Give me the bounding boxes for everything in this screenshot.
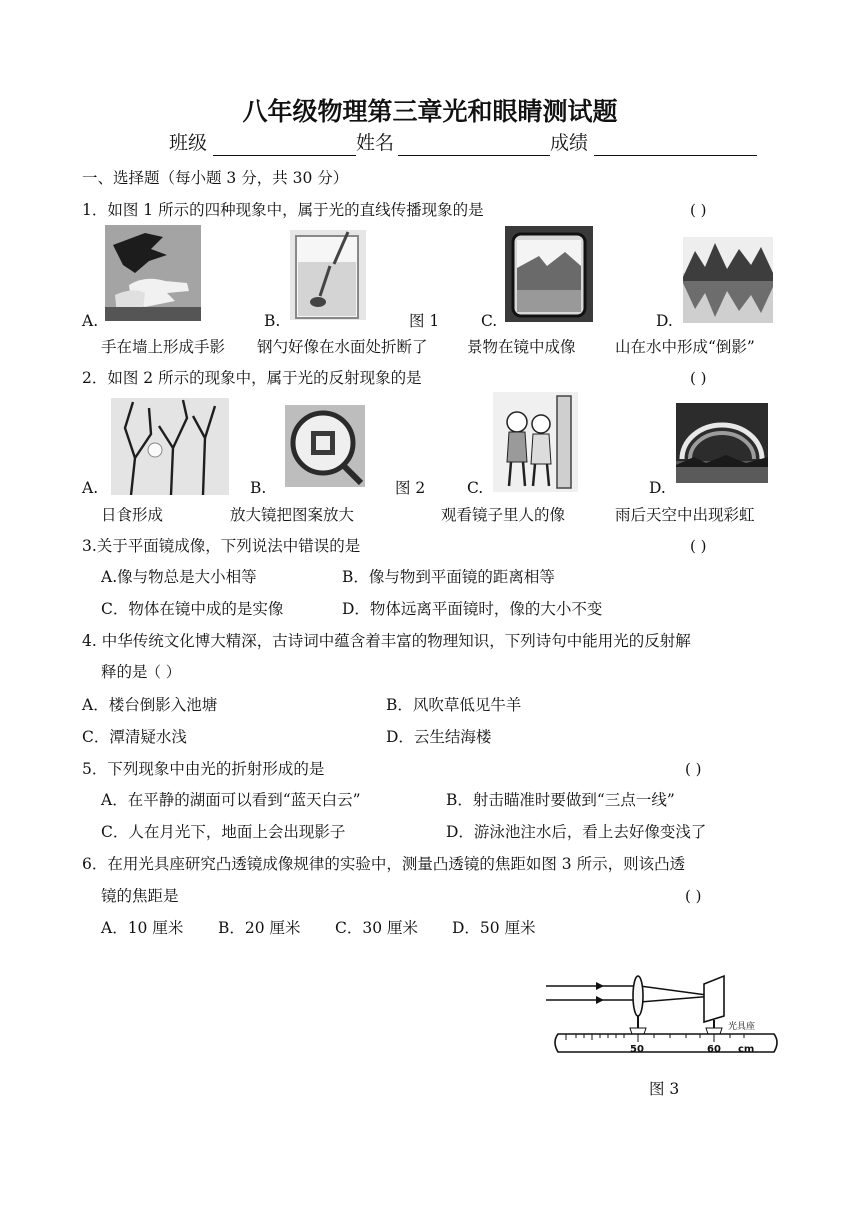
figure-3-label: 图 3 (649, 1080, 680, 1098)
q4-stem-line2: 释的是 (101, 663, 148, 681)
q2-option-a-letter: A. (82, 479, 99, 497)
class-label: 班级 (169, 132, 208, 154)
eclipse-branches-photo-icon (111, 398, 229, 495)
figure-2-label: 图 2 (395, 479, 426, 497)
unit-label: cm (738, 1044, 755, 1055)
q2-caption-b: 放大镜把图案放大 (230, 506, 355, 524)
q6-stem-line2: 镜的焦距是 (101, 887, 179, 905)
q6-option-a[interactable]: A．10 厘米 (101, 919, 184, 937)
magnifier-photo-icon (285, 405, 365, 487)
tick-60-label: 60 (707, 1044, 721, 1055)
q5-option-c[interactable]: C．人在月光下，地面上会出现影子 (101, 823, 346, 841)
q3-option-b[interactable]: B．像与物到平面镜的距离相等 (342, 568, 555, 586)
q4-option-d[interactable]: D．云生结海楼 (386, 728, 492, 746)
mountain-reflection-photo-icon (683, 237, 773, 323)
spoon-in-glass-photo-icon (290, 230, 366, 320)
q5-stem: 5．下列现象中由光的折射形成的是 (82, 760, 325, 778)
q1-caption-a: 手在墙上形成手影 (101, 338, 226, 356)
q2-answer-paren[interactable]: ( ) (690, 369, 707, 387)
boys-mirror-photo-icon (493, 392, 578, 492)
q5-option-d[interactable]: D．游泳池注水后，看上去好像变浅了 (446, 823, 707, 841)
page-title: 八年级物理第三章光和眼睛测试题 (242, 97, 618, 126)
q4-option-c[interactable]: C．潭清疑水浅 (82, 728, 187, 746)
q5-option-a[interactable]: A．在平静的湖面可以看到“蓝天白云” (101, 791, 361, 809)
score-field[interactable] (594, 155, 757, 156)
optical-bench-label: 光具座 (728, 1022, 756, 1032)
q1-option-c-letter: C. (481, 312, 498, 330)
q6-stem-line1: 6．在用光具座研究凸透镜成像规律的实验中，测量凸透镜的焦距如图 3 所示，则该凸透 (82, 855, 686, 873)
q6-option-c[interactable]: C．30 厘米 (335, 919, 419, 937)
q2-option-b-letter: B. (250, 479, 267, 497)
q1-caption-c: 景物在镜中成像 (467, 338, 576, 356)
hand-shadow-photo-icon (105, 225, 201, 321)
q2-option-c-letter: C. (467, 479, 484, 497)
q4-option-a[interactable]: A．楼台倒影入池塘 (82, 696, 218, 714)
q1-stem: 1．如图 1 所示的四种现象中，属于光的直线传播现象的是 (82, 201, 484, 219)
q2-stem: 2．如图 2 所示的现象中，属于光的反射现象的是 (82, 369, 422, 387)
q6-answer-paren[interactable]: ( ) (685, 887, 702, 905)
q1-caption-b: 钢勺好像在水面处折断了 (257, 338, 428, 356)
q3-option-a[interactable]: A.像与物总是大小相等 (101, 568, 257, 586)
name-label: 姓名 (356, 132, 395, 154)
class-field[interactable] (213, 155, 356, 156)
q3-option-d[interactable]: D．物体远离平面镜时，像的大小不变 (342, 600, 603, 618)
figure-1-label: 图 1 (409, 312, 440, 330)
q1-option-d-letter: D. (656, 312, 673, 330)
q2-caption-c: 观看镜子里人的像 (441, 506, 566, 524)
q3-option-c[interactable]: C．物体在镜中成的是实像 (101, 600, 284, 618)
q6-option-d[interactable]: D．50 厘米 (452, 919, 536, 937)
name-field[interactable] (398, 155, 550, 156)
q6-option-b[interactable]: B．20 厘米 (218, 919, 301, 937)
q4-stem-line1: 4. 中华传统文化博大精深，古诗词中蕴含着丰富的物理知识，下列诗句中能用光的反射解 (82, 632, 691, 650)
q2-caption-a: 日食形成 (101, 506, 164, 524)
q3-answer-paren[interactable]: ( ) (690, 537, 707, 555)
rainbow-photo-icon (676, 403, 768, 483)
q2-caption-d: 雨后天空中出现彩虹 (615, 506, 755, 524)
q5-answer-paren[interactable]: ( ) (685, 760, 702, 778)
q5-option-b[interactable]: B．射击瞄准时要做到“三点一线” (446, 791, 675, 809)
q1-caption-d: 山在水中形成“倒影” (615, 338, 755, 356)
q1-answer-paren[interactable]: ( ) (690, 201, 707, 219)
q1-option-a-letter: A. (82, 312, 99, 330)
car-mirror-photo-icon (505, 226, 593, 322)
q2-option-d-letter: D. (649, 479, 666, 497)
section-heading: 一、选择题（每小题 3 分，共 30 分） (82, 169, 349, 187)
tick-50-label: 50 (630, 1044, 644, 1055)
score-label: 成绩 (550, 132, 589, 154)
q4-option-b[interactable]: B．风吹草低见牛羊 (386, 696, 522, 714)
q4-answer-paren[interactable]: （ ） (146, 663, 181, 681)
q1-option-b-letter: B. (264, 312, 281, 330)
q3-stem: 3.关于平面镜成像，下列说法中错误的是 (82, 537, 361, 555)
